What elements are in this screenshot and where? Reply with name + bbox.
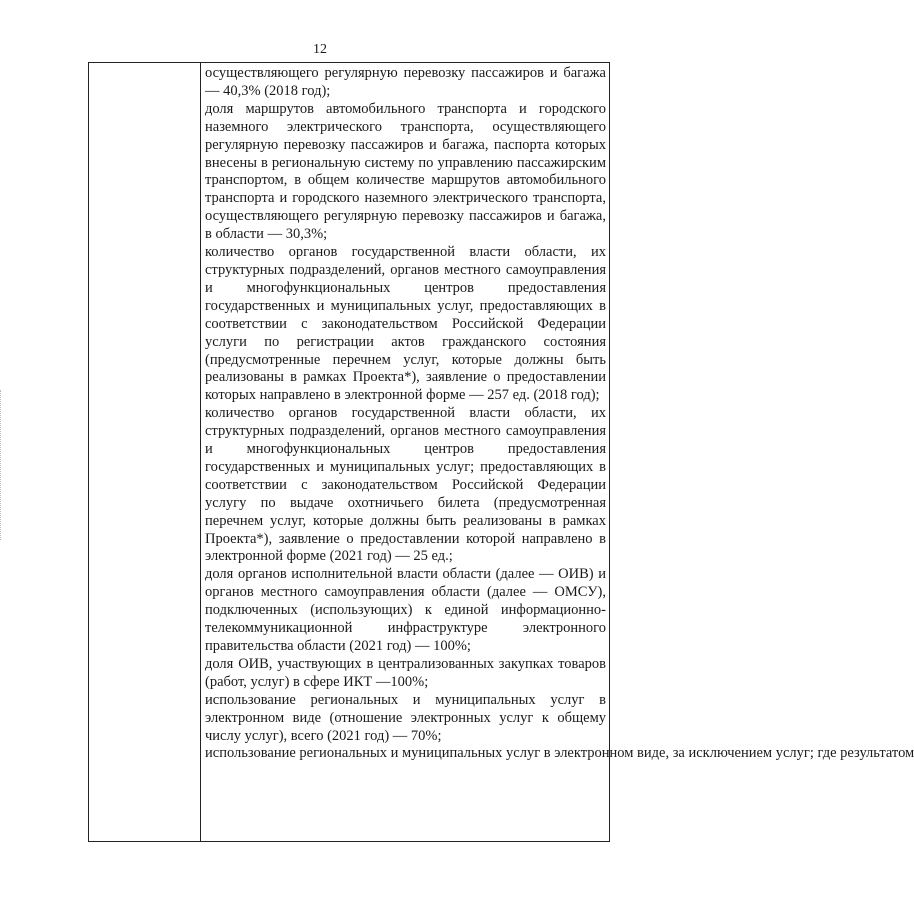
paragraph-list	[201, 63, 914, 763]
paragraph-oiv-omsu-infrastructure: доля органов исполнительной власти области (далее — ОИВ) и органов местного самоуправления области (далее — ОМСУ), подключенных (использующих) к единой информационно-телекоммуникационной инфраструктуре электронного правительства области (2021 год) — 100%;	[205, 566, 606, 654]
table-row	[89, 63, 610, 842]
table-right-cell	[201, 63, 914, 842]
paragraph-oiv-ict-procurement: доля ОИВ, участвующих в централизованных закупках товаров (работ, услуг) в сфере ИКТ —100%;	[205, 655, 606, 690]
table-left-cell	[89, 63, 201, 842]
paragraph-routes-passport-share: доля маршрутов автомобильного транспорта и городского наземного электрического транспорта, осуществляющего регулярную перевозку пассажиров и багажа, паспорта которых внесены в региональную систему по управлению пассажирским транспортом, в общем количестве маршрутов автомобильного транспорта и городского наземного электрического транспорта, осуществляющего регулярную перевозку пассажиров и багажа, в области — 30,3%;	[205, 100, 606, 243]
paragraph-passenger-transport-share: осуществляющего регулярную перевозку пассажиров и багажа — 40,3% (2018 год);	[205, 65, 606, 99]
paragraph-electronic-services-total: использование региональных и муниципальных услуг в электронном виде (отношение электронных услуг к общему числу услуг), всего (2021 год) — 70%;	[205, 691, 606, 744]
paragraph-hunting-ticket-bodies: количество органов государственной власти области, их структурных подразделений, органов местного самоуправления и многофункциональных центров предоставления государственных и муниципальных услуг; предоставляющих в соответствии с законодательством Российской Федерации услугу по выдаче охотничьего билета (предусмотренная перечнем услуг, которые должны быть реализованы в рамках Проекта*), заявление о предоставлении которой направлено в электронной форме (2021 год) — 25 ед.;	[205, 405, 606, 565]
document-table	[88, 62, 914, 842]
page-number: 12	[313, 42, 327, 57]
scan-margin-marks	[0, 390, 3, 540]
paragraph-civil-registry-bodies: количество органов государственной власти области, их структурных подразделений, органов местного самоуправления и многофункциональных центров предоставления государственных и муниципальных услуг, предоставляющих в соответствии с законодательством Российской Федерации услуги по регистрации актов гражданского состояния (предусмотренные перечнем услуг, которые должны быть реализованы в рамках Проекта*), заявление о предоставлении которых направлено в электронной форме — 257 ед. (2018 год);	[205, 244, 606, 404]
paragraph-electronic-services-partial: использование региональных и муниципальных услуг в электронном виде, за исключением услуг; где результатом	[205, 745, 914, 762]
